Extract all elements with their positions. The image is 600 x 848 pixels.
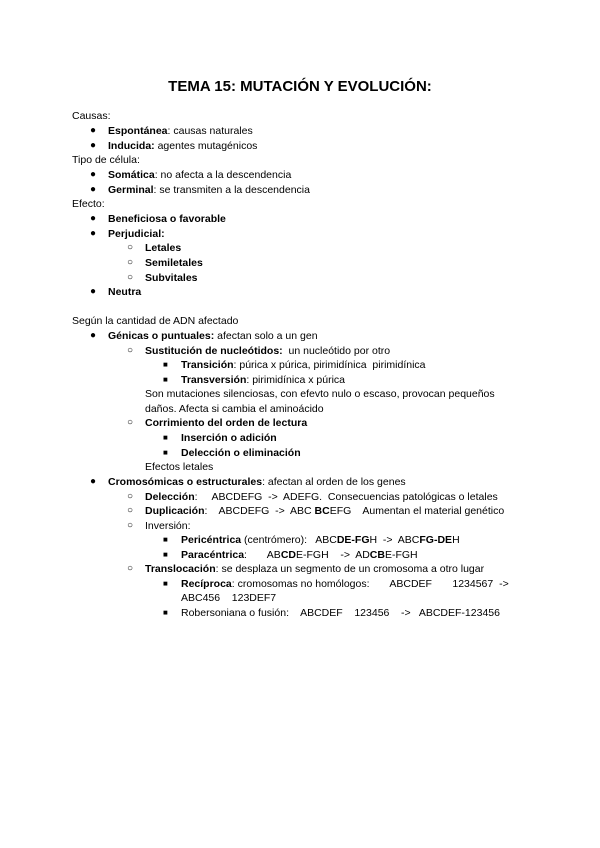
circle-marker: ○ — [127, 272, 134, 283]
paragraph-line: Son mutaciones silenciosas, con efevto nulo o escaso, provocan pequeños — [145, 388, 495, 400]
paragraph-line: Efectos letales — [145, 461, 214, 473]
bullet-marker: ● — [90, 125, 97, 136]
bullet-marker: ● — [90, 228, 97, 239]
square-marker: ■ — [163, 375, 168, 384]
list-item: Inserción o adición — [181, 432, 277, 444]
tipo-heading: Tipo de célula: — [72, 154, 140, 166]
list-item: Corrimiento del orden de lectura — [145, 417, 308, 429]
square-marker: ■ — [163, 360, 168, 369]
list-item: Delección o eliminación — [181, 447, 301, 459]
list-item: Germinal: se transmiten a la descendencia — [108, 184, 310, 196]
circle-marker: ○ — [127, 505, 134, 516]
square-marker: ■ — [163, 535, 168, 544]
list-item: Transición: púrica x púrica, pirimidínica pirimidínica — [181, 359, 426, 371]
list-item: Recíproca: cromosomas no homólogos: ABCDEF 1234567 -> — [181, 578, 509, 590]
list-item: Espontánea: causas naturales — [108, 125, 253, 137]
paragraph-line: ABC456 123DEF7 — [181, 592, 277, 604]
bullet-marker: ● — [90, 184, 97, 195]
bullet-marker: ● — [90, 286, 97, 297]
list-item: Paracéntrica: ABCDE-FGH -> ADCBE-FGH — [181, 549, 418, 561]
list-item: Delección: ABCDEFG -> ADEFG. Consecuencias patológicas o letales — [145, 491, 498, 503]
list-item: Translocación: se desplaza un segmento de un cromosoma a otro lugar — [145, 563, 485, 575]
square-marker: ■ — [163, 608, 168, 617]
list-item: Neutra — [108, 286, 142, 298]
square-marker: ■ — [163, 579, 168, 588]
paragraph-line: daños. Afecta si cambia el aminoácido — [145, 403, 324, 415]
list-item: Subvitales — [145, 272, 198, 284]
list-item: Robersoniana o fusión: ABCDEF 123456 -> ABCDEF-123456 — [181, 607, 500, 619]
square-marker: ■ — [163, 433, 168, 442]
circle-marker: ○ — [127, 491, 134, 502]
list-item: Transversión: pirimidínica x púrica — [181, 374, 345, 386]
list-item: Inversión: — [145, 520, 191, 532]
list-item: Semiletales — [145, 257, 203, 269]
square-marker: ■ — [163, 448, 168, 457]
bullet-marker: ● — [90, 140, 97, 151]
bullet-marker: ● — [90, 213, 97, 224]
causas-heading: Causas: — [72, 110, 111, 122]
list-item: Génicas o puntuales: afectan solo a un gen — [108, 330, 318, 342]
circle-marker: ○ — [127, 257, 134, 268]
efecto-heading: Efecto: — [72, 198, 105, 210]
list-item: Perjudicial: — [108, 228, 165, 240]
circle-marker: ○ — [127, 520, 134, 531]
list-item: Pericéntrica (centrómero): ABCDE-FGH -> ABCFG-DEH — [181, 534, 460, 546]
bullet-marker: ● — [90, 476, 97, 487]
circle-marker: ○ — [127, 242, 134, 253]
bullet-marker: ● — [90, 169, 97, 180]
adn-heading: Según la cantidad de ADN afectado — [72, 315, 239, 327]
list-item: Somática: no afecta a la descendencia — [108, 169, 292, 181]
page-title: TEMA 15: MUTACIÓN Y EVOLUCIÓN: — [168, 78, 432, 95]
circle-marker: ○ — [127, 417, 134, 428]
list-item: Duplicación: ABCDEFG -> ABC BCEFG Aumentan el material genético — [145, 505, 505, 517]
square-marker: ■ — [163, 550, 168, 559]
list-item: Inducida: agentes mutagénicos — [108, 140, 258, 152]
bullet-marker: ● — [90, 330, 97, 341]
list-item: Letales — [145, 242, 182, 254]
circle-marker: ○ — [127, 345, 134, 356]
list-item: Sustitución de nucleótidos: un nucleótido por otro — [145, 345, 391, 357]
list-item: Cromosómicas o estructurales: afectan al orden de los genes — [108, 476, 406, 488]
list-item: Beneficiosa o favorable — [108, 213, 226, 225]
circle-marker: ○ — [127, 563, 134, 574]
